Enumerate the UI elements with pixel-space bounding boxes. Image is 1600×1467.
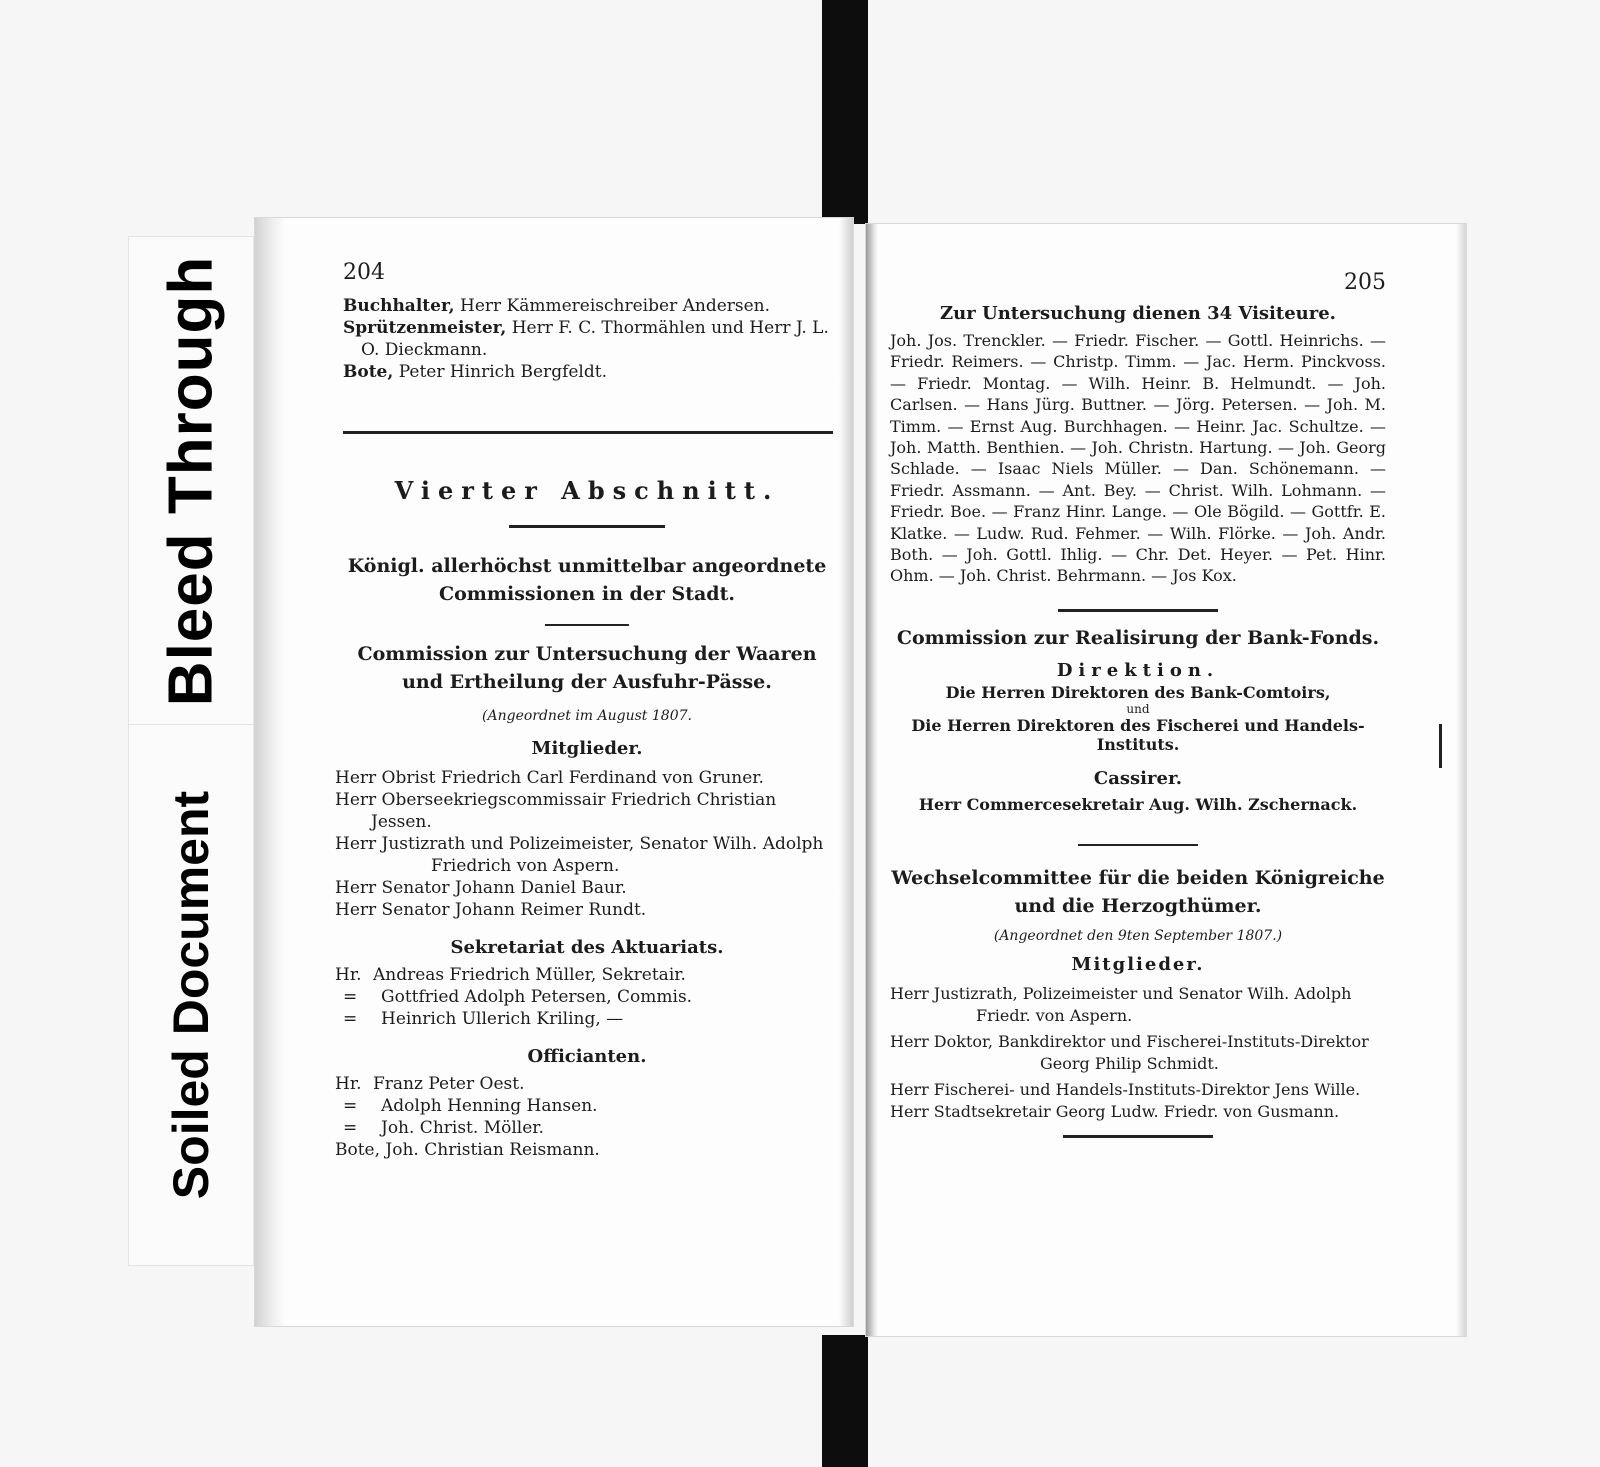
member-item: Herr Justizrath, Polizeimeister und Senator Wilh. Adolph Friedr. von Aspern. xyxy=(890,983,1352,1025)
official-entry: Sprützenmeister, Herr F. C. Thormählen und Herr J. L. O. Dieckmann. xyxy=(343,318,829,360)
officianten-list xyxy=(335,1073,831,1161)
left-page xyxy=(255,218,853,1326)
members-list xyxy=(335,767,831,921)
officiant-item: = Adolph Henning Hansen. xyxy=(343,1096,598,1116)
direction-and: und xyxy=(1126,701,1150,716)
exchange-note: (Angeordnet den 9ten September 1807.) xyxy=(993,927,1283,944)
member-item: Herr Stadtsekretair Georg Ludw. Friedr. von Gusmann. xyxy=(890,1101,1340,1121)
member-item: Herr Obrist Friedrich Carl Ferdinand von Gruner. xyxy=(335,768,764,788)
members-heading: Mitglieder. xyxy=(531,738,643,759)
secretariat-item: = Gottfried Adolph Petersen, Commis. xyxy=(343,987,693,1007)
exchange-committee-heading: Wechselcommittee für die beiden Königreiche und die Herzogthümer. xyxy=(891,866,1385,917)
right-page-content xyxy=(890,270,1386,1138)
member-item: Herr Fischerei- und Handels-Instituts-Direktor Jens Wille. xyxy=(890,1079,1361,1099)
visitors-list: Joh. Jos. Trenckler. — Friedr. Fischer. — Gottl. Heinrichs. — Friedr. Reimers. — Christp. Timm. — Jac. Herm. Pinckvoss. — Friedr. Montag. — Wilh. Heinr. B. Helmundt. — Joh. Carlsen. — Hans Jürg. Buttner. — Jörg. Petersen. — Joh. M. Timm. — Ernst Aug. Burchhagen. — Heinr. Jac. Schultze. — Joh. Matth. Benthien. — Joh. Christn. Hartung. — Joh. Georg Schlade. — Isaac Niels Müller. — Dan. Schönemann. — Friedr. Assmann. — Ant. Bey. — Christ. Wilh. Lohmann. — Friedr. Boe. — Franz Hinr. Lange. — Ole Bögild. — Gottfr. E. Klatke. — Ludw. Rud. Fehmer. — Wilh. Flörke. — Joh. Andr. Both. — Joh. Gottl. Ihlig. — Chr. Det. Heyer. — Pet. Hinr. Ohm. — Joh. Christ. Behrmann. — Jos Kox. xyxy=(890,331,1386,586)
official-entry: Bote, Peter Hinrich Bergfeldt. xyxy=(343,362,607,382)
visitors-heading: Zur Untersuchung dienen 34 Visiteure. xyxy=(940,303,1336,324)
secretariat-list xyxy=(335,964,831,1030)
page-number-left: 204 xyxy=(343,260,385,285)
officianten-heading: Officianten. xyxy=(527,1046,647,1067)
binding-tape-top xyxy=(822,0,868,224)
secretariat-item: Hr. Andreas Friedrich Müller, Sekretair. xyxy=(335,965,686,985)
commission-heading: Commission zur Untersuchung der Waaren und Ertheilung der Ausfuhr-Pässe. xyxy=(357,643,817,693)
member-item: Herr Senator Johann Daniel Baur. xyxy=(335,878,627,898)
soiled-document-text: Soiled Document xyxy=(163,790,219,1200)
cashier-rule xyxy=(1078,844,1198,846)
title-rule xyxy=(509,525,665,528)
cashier-name: Herr Commercesekretair Aug. Wilh. Zschernack. xyxy=(918,794,1358,814)
page-number-right: 205 xyxy=(1344,270,1386,295)
member-item: Herr Justizrath und Polizeimeister, Senator Wilh. Adolph xyxy=(335,834,824,854)
secretariat-item: = Heinrich Ullerich Kriling, — xyxy=(343,1009,624,1029)
direction-heading: Direktion. xyxy=(1056,659,1220,681)
official-entry: Buchhalter, Herr Kämmereischreiber Andersen. xyxy=(343,296,771,316)
direction-line: Die Herren Direktoren des Fischerei und Handels-Instituts. xyxy=(911,715,1365,754)
secretariat-heading: Sekretariat des Aktuariats. xyxy=(450,937,724,958)
member-item: Herr Oberseekriegscommissair Friedrich Christian Jessen. xyxy=(335,790,777,832)
direction-line: Die Herren Direktoren des Bank-Comtoirs, xyxy=(945,682,1331,702)
binding-tape-bottom xyxy=(822,1335,868,1467)
members-heading: Mitglieder. xyxy=(1071,953,1205,975)
soiled-document-label xyxy=(128,724,254,1266)
visitors-rule xyxy=(1058,609,1218,612)
right-page xyxy=(866,224,1466,1336)
messenger-item: Bote, Joh. Christian Reismann. xyxy=(335,1140,600,1160)
officiant-item: = Joh. Christ. Möller. xyxy=(343,1118,544,1138)
officiant-item: Hr. Franz Peter Oest. xyxy=(335,1074,525,1094)
section-divider xyxy=(343,431,833,434)
chapter-heading: Königl. allerhöchst unmittelbar angeordnete Commissionen in der Stadt. xyxy=(347,555,827,605)
bleed-through-text: Bleed Through xyxy=(156,255,226,707)
section-title: Vierter Abschnitt. xyxy=(394,476,780,505)
left-page-content xyxy=(335,260,831,1161)
bleed-through-label xyxy=(128,236,254,726)
exchange-members-list xyxy=(890,983,1386,1123)
page-edge-mark xyxy=(1439,724,1442,768)
end-rule xyxy=(1063,1135,1213,1138)
member-item-continued: Friedrich von Aspern. xyxy=(431,856,620,876)
member-item: Herr Doktor, Bankdirektor und Fischerei-Instituts-Direktor Georg Philip Schmidt. xyxy=(890,1031,1369,1073)
member-item: Herr Senator Johann Reimer Rundt. xyxy=(335,900,647,920)
chapter-rule xyxy=(545,624,629,626)
ordered-note: (Angeordnet im August 1807. xyxy=(482,708,692,724)
bank-commission-heading: Commission zur Realisirung der Bank-Fonds. xyxy=(896,626,1380,649)
cashier-heading: Cassirer. xyxy=(1093,767,1183,789)
